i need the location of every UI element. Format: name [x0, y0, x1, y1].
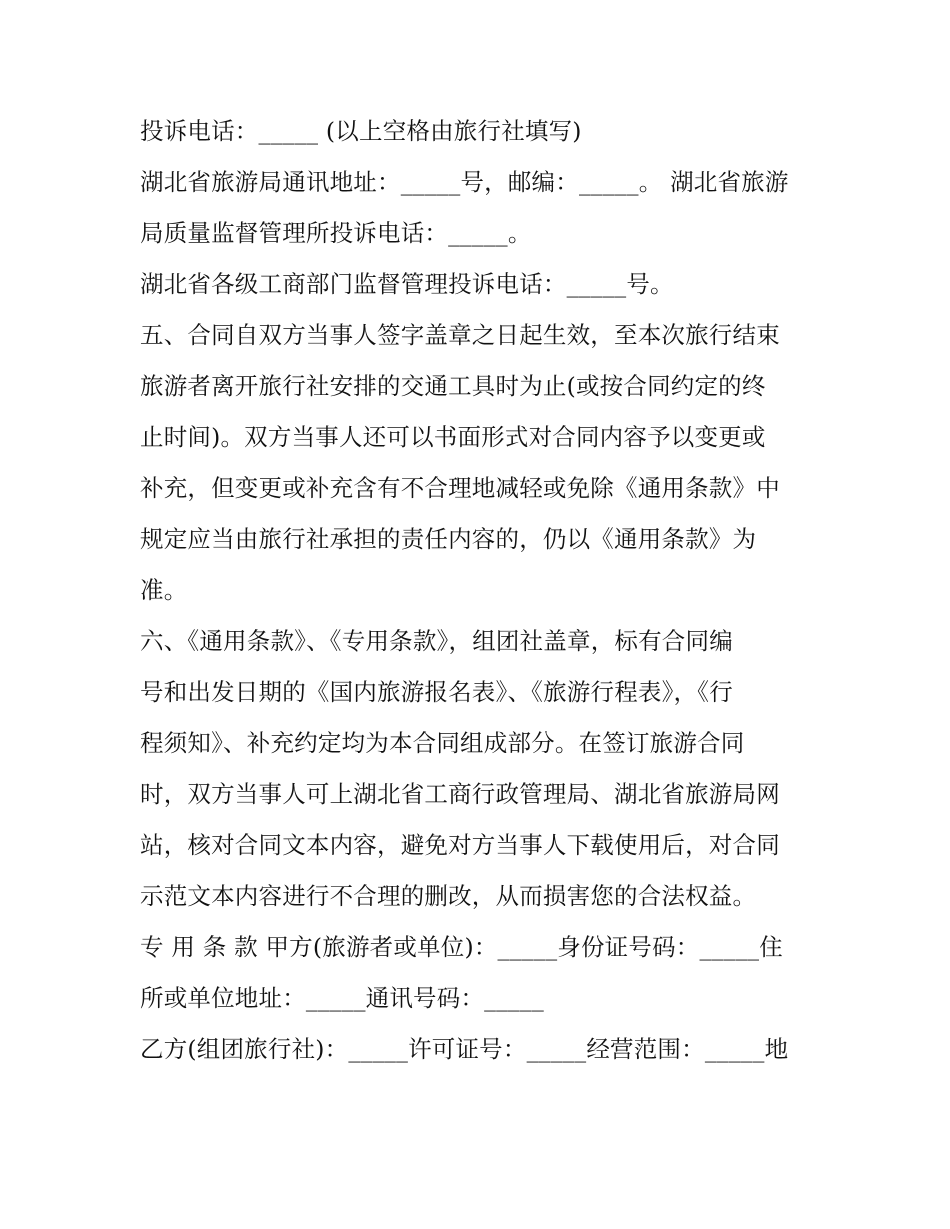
- text-line-clause-six-4: 时，双方当事人可上湖北省工商行政管理局、湖北省旅游局网: [140, 780, 780, 808]
- text-line-clause-five-5: 规定应当由旅行社承担的责任内容的，仍以《通用条款》为: [140, 525, 757, 553]
- text-line-clause-five-1: 五、合同自双方当事人签字盖章之日起生效，至本次旅行结束: [140, 321, 780, 349]
- text-line-complaint-phone: 投诉电话：_____ (以上空格由旅行社填写): [140, 117, 582, 145]
- text-line-clause-six-5: 站，核对合同文本内容，避免对方当事人下载使用后，对合同: [140, 831, 780, 859]
- text-line-clause-five-3: 止时间)。双方当事人还可以书面形式对合同内容予以变更或: [140, 423, 766, 451]
- text-line-clause-five-4: 补充，但变更或补充含有不合理地减轻或免除《通用条款》中: [140, 474, 780, 502]
- text-line-party-b: 乙方(组团旅行社)：_____许可证号：_____经营范围：_____地: [140, 1035, 789, 1063]
- text-line-clause-five-2: 旅游者离开旅行社安排的交通工具时为止(或按合同约定的终: [140, 372, 766, 400]
- text-line-industry-commerce-phone: 湖北省各级工商部门监督管理投诉电话：_____号。: [140, 270, 674, 298]
- text-line-quality-supervision-phone: 局质量监督管理所投诉电话：_____。: [140, 219, 532, 247]
- text-line-clause-six-3: 程须知》、补充约定均为本合同组成部分。在签订旅游合同: [140, 729, 745, 757]
- text-line-clause-six-2: 号和出发日期的《国内旅游报名表》、《旅游行程表》，《行: [140, 678, 733, 706]
- document-body: [140, 106, 816, 1075]
- text-line-clause-six-1: 六、《通用条款》、《专用条款》，组团社盖章，标有合同编: [140, 627, 733, 655]
- text-line-party-a-address: 所或单位地址：_____通讯号码：_____: [140, 984, 544, 1012]
- text-line-tourism-bureau-address: 湖北省旅游局通讯地址：_____号，邮编：_____。 湖北省旅游: [140, 168, 789, 196]
- text-line-special-terms-party-a: 专 用 条 款 甲方(旅游者或单位)：_____身份证号码：_____住: [140, 933, 783, 961]
- text-line-clause-six-6: 示范文本内容进行不合理的删改，从而损害您的合法权益。: [140, 882, 757, 910]
- text-line-clause-five-6: 准。: [140, 576, 188, 604]
